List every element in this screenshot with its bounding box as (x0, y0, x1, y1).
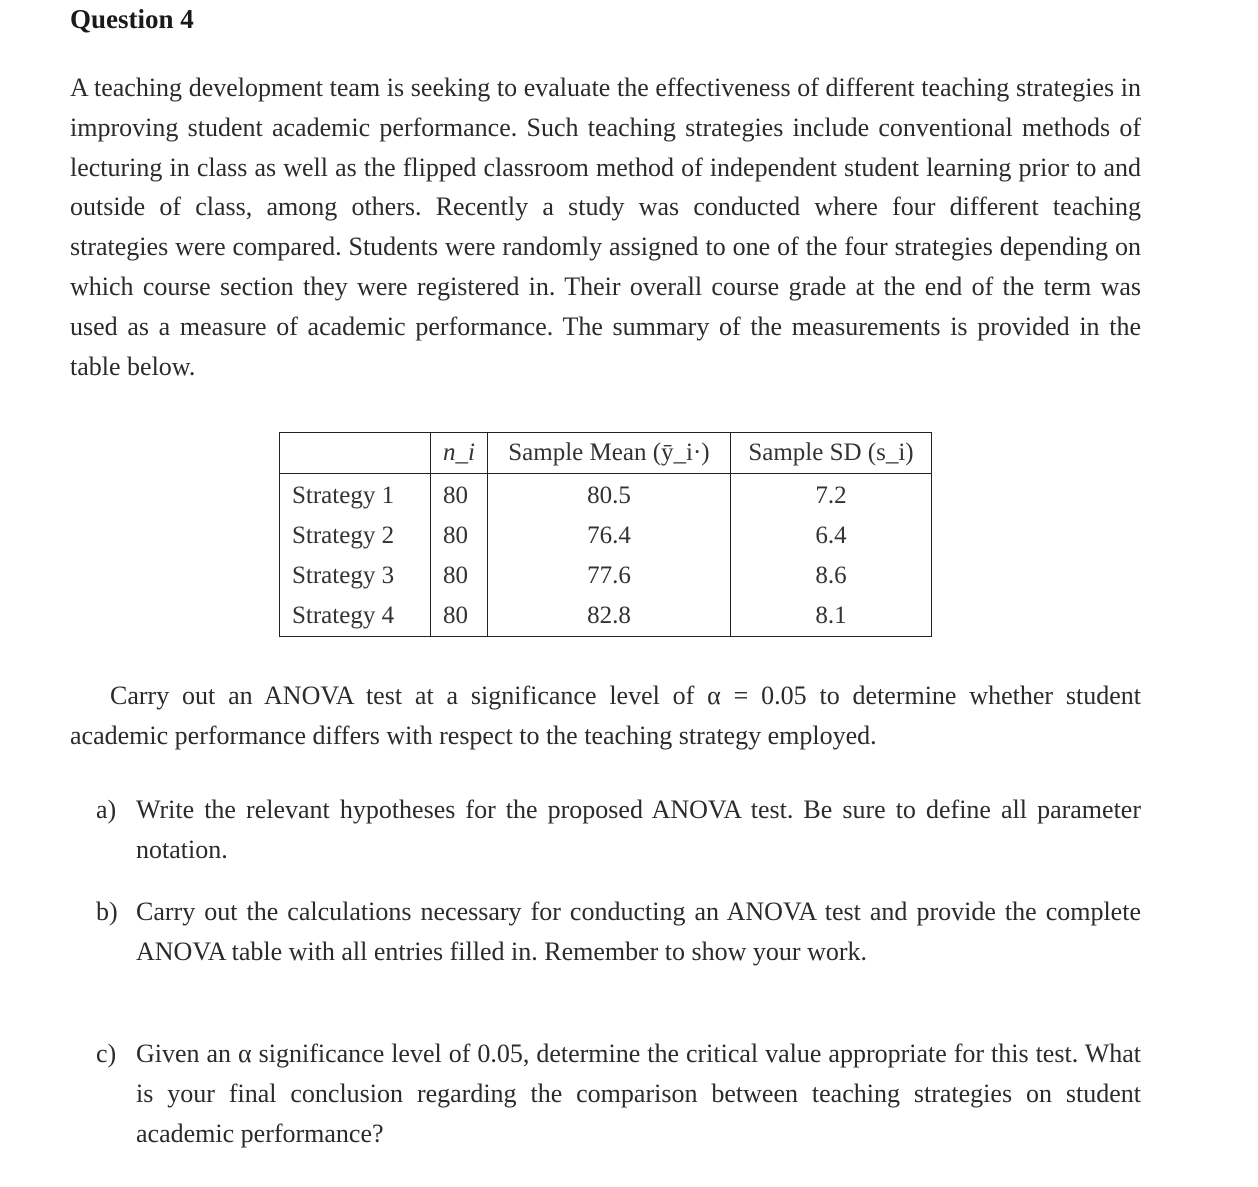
question-a (96, 790, 1141, 870)
row-label: Strategy 2 (280, 516, 431, 556)
summary-table (279, 432, 932, 637)
row-sd: 8.1 (730, 596, 931, 637)
row-n: 80 (431, 474, 488, 517)
question-b-label: b) (96, 897, 118, 926)
header-n: n_i (431, 433, 488, 474)
question-title: Question 4 (70, 4, 194, 34)
question-c-text: Given an α significance level of 0.05, determine the critical value appropriate for this test. What is your final conclusion regarding the comparison between teaching strategies on student academic performance? (136, 1039, 1141, 1148)
row-sd: 7.2 (730, 474, 931, 517)
header-mean: Sample Mean (ȳ_i·) (487, 433, 730, 474)
question-c (96, 1034, 1141, 1153)
row-mean: 76.4 (487, 516, 730, 556)
row-mean: 80.5 (487, 474, 730, 517)
row-n: 80 (431, 516, 488, 556)
task-paragraph: Carry out an ANOVA test at a significance level of α = 0.05 to determine whether student academic performance differs with respect to the teaching strategy employed. (70, 681, 1141, 750)
table-row (280, 596, 932, 637)
row-n: 80 (431, 596, 488, 637)
row-mean: 77.6 (487, 556, 730, 596)
header-empty (280, 433, 431, 474)
row-label: Strategy 1 (280, 474, 431, 517)
question-a-label: a) (96, 795, 117, 824)
intro-paragraph: A teaching development team is seeking to evaluate the effectiveness of different teaching strategies in improving student academic performance. Such teaching strategies include conventional methods of lecturing in class as well as the flipped classroom method of independent student learning prior to and outside of class, among others. Recently a study was conducted where four different teaching strategies were compared. Students were randomly assigned to one of the four strategies depending on which course section they were registered in. Their overall course grade at the end of the term was used as a measure of academic performance. The summary of the measurements is provided in the table below. (70, 73, 1141, 381)
header-sd: Sample SD (s_i) (730, 433, 931, 474)
table-header-row (280, 433, 932, 474)
question-b-text: Carry out the calculations necessary for conducting an ANOVA test and provide the complete ANOVA table with all entries filled in. Remember to show your work. (136, 897, 1141, 966)
question-a-text: Write the relevant hypotheses for the proposed ANOVA test. Be sure to define all parameter notation. (136, 795, 1141, 864)
row-mean: 82.8 (487, 596, 730, 637)
table-row (280, 474, 932, 517)
row-sd: 8.6 (730, 556, 931, 596)
row-label: Strategy 4 (280, 596, 431, 637)
question-b (96, 892, 1141, 972)
question-c-label: c) (96, 1039, 117, 1068)
table-row (280, 516, 932, 556)
row-sd: 6.4 (730, 516, 931, 556)
table-row (280, 556, 932, 596)
row-n: 80 (431, 556, 488, 596)
row-label: Strategy 3 (280, 556, 431, 596)
